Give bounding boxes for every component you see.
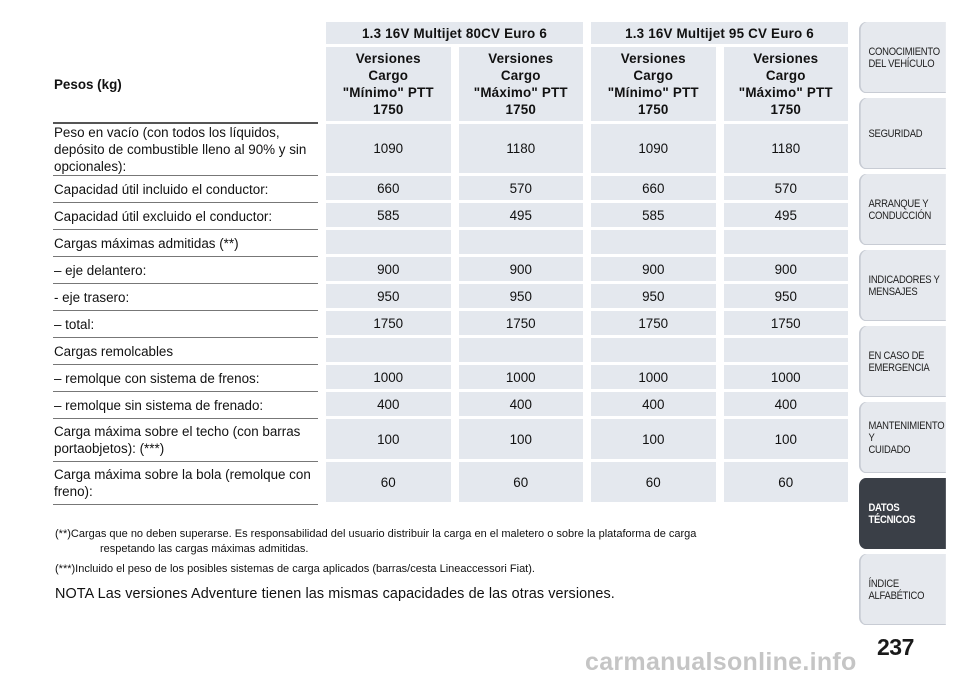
table-row xyxy=(53,284,848,311)
version-header: Versiones Cargo "Máximo" PTT 1750 xyxy=(451,47,584,124)
table-cell: 495 xyxy=(716,203,849,230)
table-cell: 1000 xyxy=(318,365,451,392)
table-cell: 1000 xyxy=(716,365,849,392)
table-row xyxy=(53,124,848,176)
table-cell: 900 xyxy=(318,257,451,284)
watermark: carmanualsonline.info xyxy=(585,648,857,676)
footnotes xyxy=(55,527,845,577)
row-label: – total: xyxy=(53,311,318,338)
table-cell: 1090 xyxy=(318,124,451,176)
table-cell: 60 xyxy=(318,462,451,505)
weights-header-label: Pesos (kg) xyxy=(53,47,318,124)
table-cell: 400 xyxy=(716,392,849,419)
tab-seguridad[interactable]: SEGURIDAD xyxy=(859,98,946,169)
table-cell xyxy=(716,338,849,365)
table-cell xyxy=(583,338,716,365)
table-cell: 950 xyxy=(318,284,451,311)
row-label: Carga máxima sobre la bola (remolque con freno): xyxy=(53,462,318,505)
table-cell: 585 xyxy=(583,203,716,230)
table-row xyxy=(53,392,848,419)
tab-conocimiento-del-vehiculo[interactable]: CONOCIMIENTO DEL VEHÍCULO xyxy=(859,22,946,93)
table-row xyxy=(53,338,848,365)
table-cell: 1180 xyxy=(451,124,584,176)
table-row xyxy=(53,419,848,462)
table-cell: 400 xyxy=(583,392,716,419)
table-cell: 1750 xyxy=(318,311,451,338)
group-header-80cv: 1.3 16V Multijet 80CV Euro 6 xyxy=(318,22,583,47)
table-row xyxy=(53,365,848,392)
footnote-roof-load: (***)Incluido el peso de los posibles sistemas de carga aplicados (barras/cesta Lineaccessori Fiat). xyxy=(55,563,535,575)
tab-indicadores-y-mensajes[interactable]: INDICADORES Y MENSAJES xyxy=(859,250,946,321)
table-cell: 570 xyxy=(451,176,584,203)
table-cell: 1090 xyxy=(583,124,716,176)
table-row xyxy=(53,257,848,284)
table-cell: 100 xyxy=(318,419,451,462)
row-label: Cargas máximas admitidas (**) xyxy=(53,230,318,257)
footnote-loads-continued: respetando las cargas máximas admitidas. xyxy=(100,543,309,555)
table-cell xyxy=(451,338,584,365)
row-label: – eje delantero: xyxy=(53,257,318,284)
table-cell: 1750 xyxy=(583,311,716,338)
table-row xyxy=(53,203,848,230)
table-cell: 100 xyxy=(716,419,849,462)
group-header-95cv: 1.3 16V Multijet 95 CV Euro 6 xyxy=(583,22,848,47)
table-cell: 900 xyxy=(716,257,849,284)
table-cell: 400 xyxy=(451,392,584,419)
table-cell: 60 xyxy=(716,462,849,505)
row-label: Capacidad útil incluido el conductor: xyxy=(53,176,318,203)
table-cell xyxy=(451,230,584,257)
table-row xyxy=(53,462,848,505)
table-cell: 660 xyxy=(583,176,716,203)
table-cell xyxy=(318,338,451,365)
table-cell: 100 xyxy=(451,419,584,462)
table-cell xyxy=(318,230,451,257)
row-label: Carga máxima sobre el techo (con barras portaobjetos): (***) xyxy=(53,419,318,462)
page-number: 237 xyxy=(877,634,914,660)
table-cell: 1750 xyxy=(451,311,584,338)
table-cell: 1750 xyxy=(716,311,849,338)
table-cell: 585 xyxy=(318,203,451,230)
table-row xyxy=(53,230,848,257)
tab-arranque-y-conduccion[interactable]: ARRANQUE Y CONDUCCIÓN xyxy=(859,174,946,245)
table-cell: 1180 xyxy=(716,124,849,176)
tab-indice-alfabetico[interactable]: ÍNDICE ALFABÉTICO xyxy=(859,554,946,625)
table-cell: 950 xyxy=(716,284,849,311)
table-cell: 950 xyxy=(583,284,716,311)
group-header-row xyxy=(53,22,848,47)
weights-table xyxy=(53,22,848,505)
tab-datos-tecnicos[interactable]: DATOS TÉCNICOS xyxy=(859,478,946,549)
table-cell: 1000 xyxy=(583,365,716,392)
tab-mantenimiento-y-cuidado[interactable]: MANTENIMIENTO Y CUIDADO xyxy=(859,402,946,473)
table-cell: 400 xyxy=(318,392,451,419)
version-header: Versiones Cargo "Máximo" PTT 1750 xyxy=(716,47,849,124)
table-cell: 950 xyxy=(451,284,584,311)
adventure-note: NOTA Las versiones Adventure tienen las mismas capacidades de las otras versiones. xyxy=(55,586,615,602)
table-cell: 60 xyxy=(451,462,584,505)
table-cell: 570 xyxy=(716,176,849,203)
table-row xyxy=(53,176,848,203)
row-label: – remolque sin sistema de frenado: xyxy=(53,392,318,419)
row-label: Cargas remolcables xyxy=(53,338,318,365)
table-cell: 100 xyxy=(583,419,716,462)
table-cell: 495 xyxy=(451,203,584,230)
version-header: Versiones Cargo "Mínimo" PTT 1750 xyxy=(318,47,451,124)
table-cell: 1000 xyxy=(451,365,584,392)
table-cell xyxy=(716,230,849,257)
table-cell xyxy=(583,230,716,257)
row-label: – remolque con sistema de frenos: xyxy=(53,365,318,392)
table-cell: 900 xyxy=(583,257,716,284)
table-cell: 60 xyxy=(583,462,716,505)
row-label: Peso en vacío (con todos los líquidos, depósito de combustible lleno al 90% y sin opcionales): xyxy=(53,124,318,176)
version-header: Versiones Cargo "Mínimo" PTT 1750 xyxy=(583,47,716,124)
tab-en-caso-de-emergencia[interactable]: EN CASO DE EMERGENCIA xyxy=(859,326,946,397)
footnote-loads: (**)Cargas que no deben superarse. Es responsabilidad del usuario distribuir la carga en el maletero o sobre la plataforma de carga xyxy=(55,528,697,540)
version-header-row xyxy=(53,47,848,124)
table-cell: 900 xyxy=(451,257,584,284)
row-label: - eje trasero: xyxy=(53,284,318,311)
table-row xyxy=(53,311,848,338)
row-label: Capacidad útil excluido el conductor: xyxy=(53,203,318,230)
table-cell: 660 xyxy=(318,176,451,203)
